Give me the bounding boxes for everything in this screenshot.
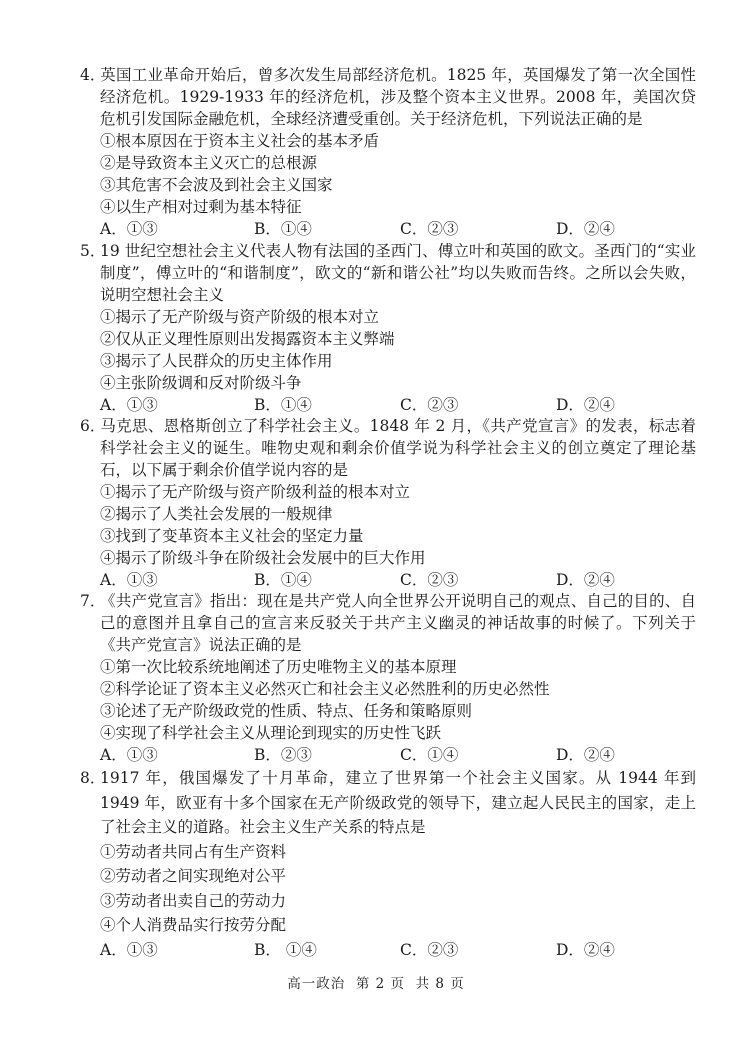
option-4: ④主张阶级调和反对阶级斗争: [100, 374, 302, 392]
choice-b: B．①④: [254, 396, 312, 414]
question-6: [80, 415, 696, 591]
page-footer: 高一政治 第 2 页 共 8 页: [287, 976, 465, 992]
choice-d: D．②④: [556, 746, 615, 764]
option-4: ④实现了科学社会主义从理论到现实的历史性飞跃: [100, 724, 442, 742]
choice-a: A．①③: [100, 220, 158, 238]
choice-a: A．①③: [100, 746, 158, 764]
option-1: ①根本原因在于资本主义社会的基本矛盾: [100, 132, 380, 150]
choice-d: D．②④: [556, 396, 615, 414]
question-number: 8．: [80, 769, 106, 787]
choice-c: C．②③: [400, 220, 459, 238]
choice-d: D．②④: [556, 940, 615, 959]
choice-c: C．②③: [400, 396, 459, 414]
answer-choices: [80, 218, 696, 240]
option-1: ①劳动者共同占有生产资料: [100, 842, 287, 861]
choice-b: B．①④: [254, 220, 312, 238]
choice-b: B．①④: [254, 571, 312, 589]
question-number: 5．: [80, 242, 106, 260]
option-3: ③找到了变革资本主义社会的坚定力量: [100, 527, 364, 545]
question-stem: 1917 年，俄国爆发了十月革命，建立了世界第一个社会主义国家。从 1944 年到 1949 年，欧亚有十多个国家在无产阶级政党的领导下，建立起人民民主的国家，走上了社会主义的道路。社会主义生产关系的特点是: [100, 769, 696, 836]
option-2: ②是导致资本主义灭亡的总根源: [100, 154, 318, 172]
option-3: ③论述了无产阶级政党的性质、特点、任务和策略原则: [100, 702, 473, 720]
question-number: 6．: [80, 417, 106, 435]
choice-c: C．②③: [400, 571, 459, 589]
answer-choices: [80, 938, 696, 963]
choice-d: D．②④: [556, 220, 615, 238]
choice-c: C．①④: [400, 746, 459, 764]
option-4: ④个人消费品实行按劳分配: [100, 916, 287, 934]
question-4: [80, 64, 696, 240]
option-2: ②仅从正义理性原则出发揭露资本主义弊端: [100, 330, 395, 348]
choice-c: C．②③: [400, 940, 459, 959]
option-2: ②揭示了人类社会发展的一般规律: [100, 505, 333, 523]
option-1: ①第一次比较系统地阐述了历史唯物主义的基本原理: [100, 658, 457, 676]
answer-choices: [80, 569, 696, 591]
choice-a: A．①③: [100, 571, 158, 589]
option-1: ①揭示了无产阶级与资产阶级利益的根本对立: [100, 483, 411, 501]
question-8: [80, 766, 696, 962]
question-number: 7．: [80, 592, 106, 610]
choice-b: B． ①④: [254, 940, 317, 959]
choice-b: B．②③: [254, 746, 312, 764]
option-4: ④揭示了阶级斗争在阶级社会发展中的巨大作用: [100, 549, 426, 567]
option-2: ②科学论证了资本主义必然灭亡和社会主义必然胜利的历史必然性: [100, 680, 550, 698]
choice-a: A．①③: [100, 940, 158, 959]
choice-a: A．①③: [100, 396, 158, 414]
option-4: ④以生产相对过剩为基本特征: [100, 198, 302, 216]
question-stem: 19 世纪空想社会主义代表人物有法国的圣西门、傅立叶和英国的欧文。圣西门的“实业制度”，傅立叶的“和谐制度”，欧文的“新和谐公社”均以失败而告终。之所以会失败，说明空想社会主义: [100, 242, 696, 304]
option-2: ②劳动者之间实现绝对公平: [100, 867, 287, 885]
question-stem: 马克思、恩格斯创立了科学社会主义。1848 年 2 月，《共产党宣言》的发表，标志着科学社会主义的诞生。唯物史观和剩余价值学说为科学社会主义的创立奠定了理论基石，以下属于剩余价值学说内容的是: [100, 417, 696, 479]
question-5: [80, 240, 696, 416]
answer-choices: [80, 394, 696, 416]
question-stem: 《共产党宣言》指出：现在是共产党人向全世界公开说明自己的观点、自己的目的、自己的意图并且拿自己的宣言来反驳关于共产主义幽灵的神话故事的时候了。下列关于《共产党宣言》说法正确的是: [100, 592, 696, 654]
question-number: 4．: [80, 66, 106, 84]
question-7: [80, 590, 696, 766]
option-3: ③劳动者出卖自己的劳动力: [100, 891, 287, 910]
answer-choices: [80, 744, 696, 766]
question-stem: 英国工业革命开始后，曾多次发生局部经济危机。1825 年，英国爆发了第一次全国性经济危机。1929-1933 年的经济危机，涉及整个资本主义世界。2008 年，美国次贷危机引发国际金融危机，全球经济遭受重创。关于经济危机，下列说法正确的是: [100, 66, 696, 128]
option-3: ③揭示了人民群众的历史主体作用: [100, 352, 333, 370]
option-3: ③其危害不会波及到社会主义国家: [100, 176, 333, 194]
choice-d: D．②④: [556, 571, 615, 589]
option-1: ①揭示了无产阶级与资产阶级的根本对立: [100, 308, 380, 326]
